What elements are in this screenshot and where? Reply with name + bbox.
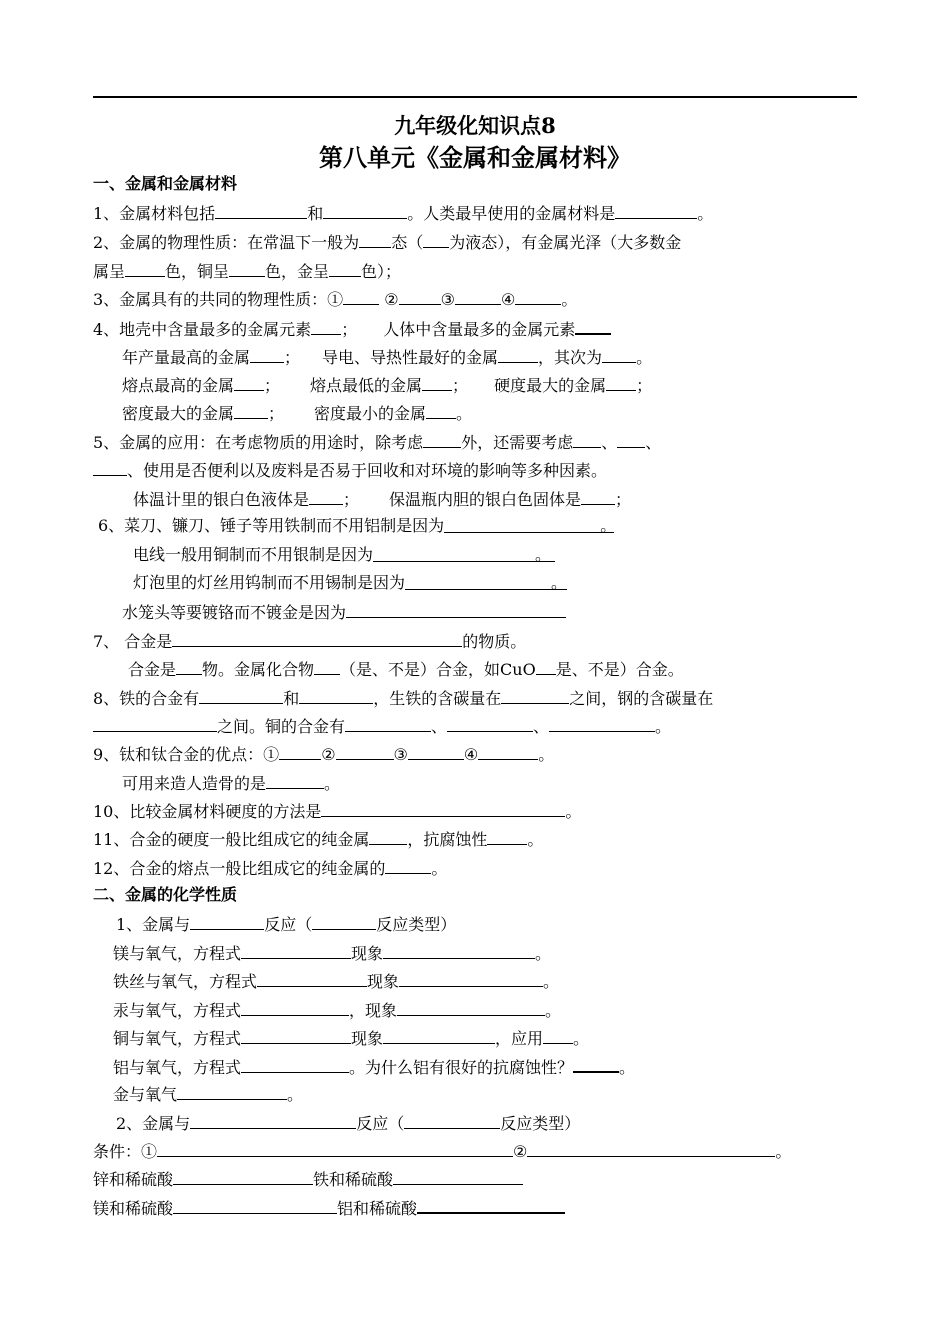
answer-blank[interactable] [408, 742, 464, 760]
question-3: 3、金属具有的共同的物理性质：① ② ③ ④ 。 [93, 287, 577, 311]
answer-blank[interactable] [404, 1111, 500, 1129]
answer-blank[interactable] [190, 912, 264, 930]
mg-al-acid-line: 镁和稀硫酸 铝和稀硫酸 [93, 1195, 565, 1220]
answer-blank[interactable] [383, 941, 535, 959]
answer-blank[interactable] [383, 1026, 495, 1044]
answer-blank[interactable] [549, 714, 655, 732]
answer-blank[interactable] [426, 401, 456, 419]
answer-blank[interactable] [399, 287, 441, 305]
answer-blank[interactable] [321, 799, 565, 817]
answer-blank[interactable] [422, 373, 452, 391]
answer-blank[interactable] [515, 287, 561, 305]
question-10: 10、比较金属材料硬度的方法是 。 [93, 799, 581, 823]
question-6-line3: 灯泡里的灯丝用钨制而不用锡制是因为 。 [133, 573, 568, 592]
answer-blank[interactable] [177, 1082, 287, 1100]
answer-blank[interactable] [173, 1167, 313, 1185]
page-title: 九年级化知识点8 [394, 113, 556, 138]
answer-blank[interactable] [299, 686, 373, 704]
answer-blank[interactable] [369, 827, 407, 845]
fe-oxygen-line: 铁丝与氧气，方程式 现象 。 [113, 969, 559, 993]
answer-blank[interactable] [423, 430, 461, 448]
answer-blank[interactable] [397, 998, 545, 1016]
question-4-line2: 年产量最高的金属 ； 导电、导热性最好的金属 ，其次为 。 [122, 345, 652, 369]
answer-blank[interactable]: 。 [373, 544, 555, 562]
answer-blank[interactable]: 。 [405, 572, 567, 590]
question-5-line3: 体温计里的银白色液体是 ； 保温瓶内胆的银白色固体是 ； [133, 487, 631, 511]
question-9: 9、钛和钛合金的优点：① ② ③ ④ 。 [93, 742, 554, 766]
question-7-line2: 合金是 物。金属化合物 （是、不是）合金，如CuO 是、不是）合金。 [128, 657, 684, 681]
question-8-cont: 之间。铜的合金有 、 、 。 [93, 714, 671, 738]
answer-blank[interactable] [176, 657, 202, 675]
question-1: 1、金属材料包括 和 。人类最早使用的金属材料是 。 [93, 201, 713, 225]
answer-blank[interactable] [527, 1139, 775, 1157]
answer-blank[interactable] [343, 287, 379, 305]
mg-oxygen-line: 镁与氧气，方程式 现象 。 [113, 941, 551, 965]
answer-blank[interactable] [229, 259, 265, 277]
answer-blank[interactable] [215, 201, 307, 219]
question-12: 12、合金的熔点一般比组成它的纯金属的 。 [93, 856, 447, 880]
answer-blank[interactable] [125, 259, 165, 277]
answer-blank[interactable] [359, 230, 391, 248]
answer-blank[interactable] [447, 714, 533, 732]
answer-blank[interactable] [536, 657, 556, 675]
answer-blank[interactable] [423, 230, 449, 248]
question-4: 4、地壳中含量最多的金属元素 ； 人体中含量最多的金属元素 [93, 316, 611, 341]
answer-blank[interactable] [501, 686, 569, 704]
conditions-line: 条件：① ② 。 [93, 1139, 791, 1163]
cu-oxygen-line: 铜与氧气，方程式 现象 ，应用 。 [113, 1026, 589, 1050]
answer-blank[interactable] [190, 1111, 356, 1129]
au-oxygen-line: 金与氧气 。 [113, 1082, 303, 1106]
al-oxygen-line: 铝与氧气，方程式 。为什么铝有很好的抗腐蚀性？ 。 [113, 1054, 635, 1079]
answer-blank[interactable] [241, 1055, 349, 1073]
answer-blank[interactable] [543, 1026, 573, 1044]
answer-blank[interactable] [575, 316, 611, 335]
answer-blank[interactable] [311, 317, 341, 335]
question-4-line3: 熔点最高的金属 ； 熔点最低的金属 ； 硬度最大的金属 ； [122, 373, 652, 397]
question-11: 11、合金的硬度一般比组成它的纯金属 ，抗腐蚀性 。 [93, 827, 543, 851]
answer-blank[interactable] [615, 201, 697, 219]
answer-blank[interactable] [241, 998, 349, 1016]
question-8: 8、铁的合金有 和 ，生铁的含碳量在 之间，钢的含碳量在 [93, 686, 713, 710]
answer-blank[interactable] [309, 487, 343, 505]
section-heading: 二、金属的化学性质 [93, 885, 238, 904]
answer-blank[interactable] [241, 1026, 351, 1044]
reaction-acid-heading: 2、金属与 反应（ 反应类型） [116, 1111, 580, 1135]
answer-blank[interactable] [314, 657, 340, 675]
answer-blank[interactable] [573, 430, 601, 448]
answer-blank[interactable] [93, 458, 127, 476]
answer-blank[interactable] [385, 856, 431, 874]
hg-oxygen-line: 汞与氧气，方程式 ，现象 。 [113, 998, 561, 1022]
answer-blank[interactable] [581, 487, 615, 505]
answer-blank[interactable]: 。 [444, 515, 614, 533]
answer-blank[interactable] [172, 629, 462, 647]
answer-blank[interactable] [312, 912, 376, 930]
answer-blank[interactable] [329, 259, 361, 277]
page-subtitle: 第八单元《金属和金属材料》 [319, 143, 631, 172]
reaction-oxygen-heading: 1、金属与 反应（ 反应类型） [116, 912, 456, 936]
section-heading: 一、金属和金属材料 [93, 174, 238, 193]
answer-blank[interactable] [606, 373, 636, 391]
answer-blank[interactable] [279, 742, 321, 760]
answer-blank[interactable] [602, 345, 636, 363]
answer-blank[interactable] [399, 969, 543, 987]
answer-blank[interactable] [199, 686, 283, 704]
answer-blank[interactable] [393, 1167, 523, 1185]
answer-blank[interactable] [573, 1054, 619, 1073]
zn-fe-acid-line: 锌和稀硫酸 铁和稀硫酸 [93, 1167, 523, 1191]
answer-blank[interactable] [336, 742, 394, 760]
answer-blank[interactable] [345, 714, 431, 732]
answer-blank[interactable] [93, 714, 217, 732]
question-6-line2: 电线一般用铜制而不用银制是因为 。 [133, 544, 555, 566]
answer-blank[interactable] [257, 969, 367, 987]
answer-blank[interactable] [173, 1196, 337, 1214]
header-rule [93, 96, 857, 98]
answer-blank[interactable] [478, 742, 538, 760]
question-6-line4: 水笼头等要镀铬而不镀金是因为 [122, 600, 566, 624]
answer-blank[interactable] [498, 345, 538, 363]
answer-blank[interactable] [617, 430, 645, 448]
question-6: 6、菜刀、镰刀、锤子等用铁制而不用铝制是因为 。 [98, 516, 617, 535]
answer-blank[interactable] [455, 287, 501, 305]
question-7: 7、 合金是 的物质。 [93, 629, 526, 653]
question-9-line2: 可用来造人造骨的是 。 [122, 771, 340, 795]
answer-blank[interactable] [234, 373, 264, 391]
question-4-line4: 密度最大的金属 ； 密度最小的金属 。 [122, 401, 472, 425]
question-2: 2、金属的物理性质：在常温下一般为 态（ 为液态），有金属光泽（大多数金 [93, 230, 681, 254]
answer-blank[interactable] [157, 1139, 513, 1157]
answer-blank[interactable] [234, 401, 268, 419]
question-5-cont: 、使用是否便利以及废料是否易于回收和对环境的影响等多种因素。 [93, 458, 607, 482]
answer-blank[interactable] [346, 600, 566, 618]
answer-blank[interactable] [241, 941, 351, 959]
answer-blank[interactable] [487, 827, 527, 845]
answer-blank[interactable] [417, 1195, 565, 1214]
answer-blank[interactable] [323, 201, 407, 219]
question-2-cont: 属呈 色，铜呈 色，金呈 色）； [93, 259, 401, 283]
question-5: 5、金属的应用：在考虑物质的用途时，除考虑 外，还需要考虑 、 、 [93, 430, 661, 454]
answer-blank[interactable] [250, 345, 284, 363]
answer-blank[interactable] [266, 771, 324, 789]
